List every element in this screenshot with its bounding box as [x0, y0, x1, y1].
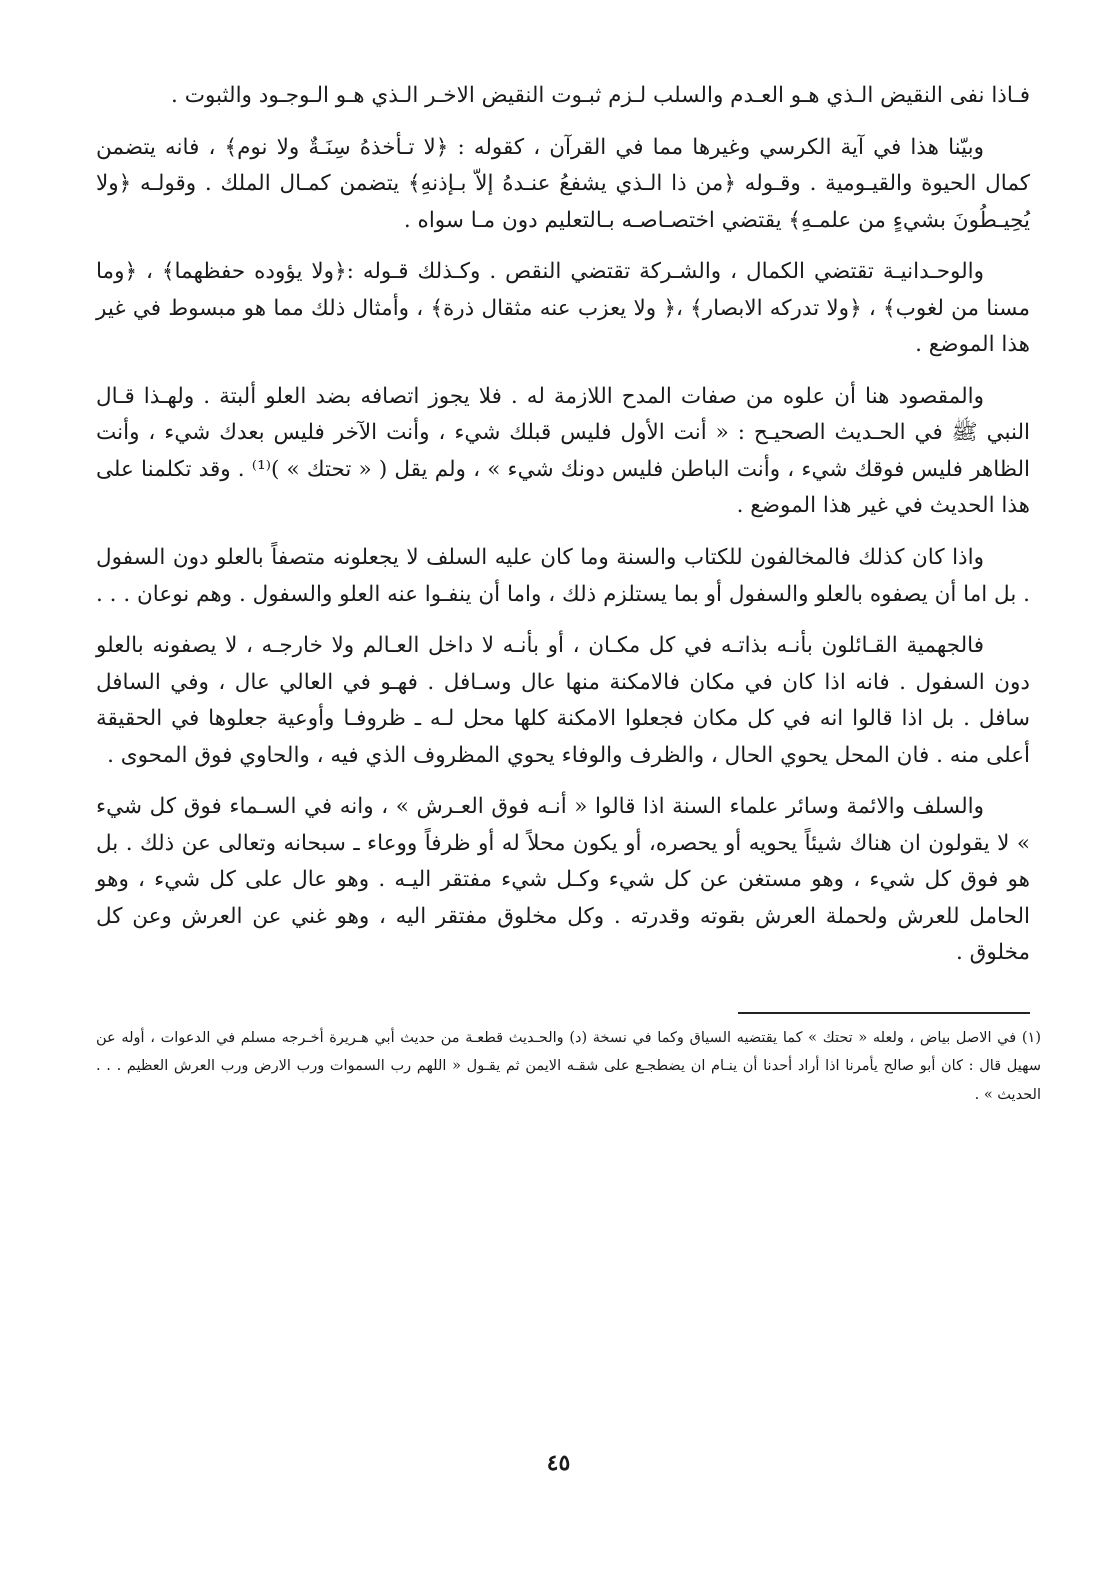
paragraph-4: والمقصود هنا أن علوه من صفات المدح اللازمة له . فلا يجوز اتصافه بضد العلو ألبتة . ولهـذا قـال النبي ﷺ في الحـديث الصحيـح : « أنت الأول فليس قبلك شيء ، وأنت الآخر فليس بعدك شيء ، وأنت الظاهر فليس فوقك شيء ، وأنت الباطن فليس دونك شيء » ، ولم يقل ( « تحتك » )⁽¹⁾ . وقد تكلمنا على هذا الحديث في غير هذا الموضع .	[96, 383, 1030, 519]
main-text	[96, 78, 1030, 987]
page-number: ٤٥	[546, 1450, 571, 1476]
footnote-divider	[738, 1012, 1030, 1014]
paragraph-5: واذا كان كذلك فالمخالفون للكتاب والسنة وما كان عليه السلف لا يجعلونه متصفاً بالعلو دون السفول . بل اما أن يصفوه بالعلو والسفول أو بما يستلزم ذلك ، واما أن ينفـوا عنه العلو والسفول . وهم نوعان . . .	[96, 545, 1030, 607]
paragraph-6: فالجهمية القـائلون بأنـه بذاتـه في كل مكـان ، أو بأنـه لا داخل العـالم ولا خارجـه ، لا يصفونه بالعلو دون السفول . فانه اذا كان في مكان فالامكنة منها عال وسـافل . فهـو في العالي عال ، وفي السافل سافل . بل اذا قالوا انه في كل مكان فجعلوا الامكنة كلها محل لـه ـ ظروفـا وأوعية جعلوها في الحقيقة أعلى منه . فان المحل يحوي الحال ، والظرف والوفاء يحوي المظروف الذي فيه ، والحاوي فوق المحوى .	[96, 633, 1030, 768]
paragraph-1: فـاذا نفى النقيض الـذي هـو العـدم والسلب لـزم ثبـوت النقيض الاخـر الـذي هـو الـوجـود والثبوت .	[171, 83, 1030, 108]
footnote-1: (١) في الاصل بياض ، ولعله « تحتك » كما يقتضيه السياق وكما في نسخة (د) والحـديث قطعـة من حديث أبي هـريرة أخـرجه مسلم في الدعوات ، أوله عن سهيل قال : كان أبو صالح يأمرنا اذا أراد أحدنا أن ينـام ان يضطجـع على شقـه الايمن ثم يقـول « اللهم رب السموات ورب الارض ورب العرش العظيم . . . الحديث » .	[96, 1030, 1041, 1103]
paragraph-2: وبيّنا هذا في آية الكرسي وغيرها مما في القرآن ، كقوله : ﴿لا تـأخذهُ سِنَـةٌ ولا نوم﴾ ، فانه يتضمن كمال الحيوة والقيـومية . وقـوله ﴿من ذا الـذي يشفعُ عنـدهُ إلاّ بـإذنهِ﴾ يتضمن كمـال الملك . وقولـه ﴿ولا يُحِيـطُونَ بشيءٍ من علمـهِ﴾ يقتضي اختصـاصـه بـالتعليم دون مـا سواه .	[96, 134, 1030, 233]
footnotes	[96, 1024, 1041, 1109]
paragraph-3: والوحـدانيـة تقتضي الكمال ، والشـركة تقتضي النقص . وكـذلك قـوله :﴿ولا يؤوده حفظهما﴾ ، ﴿وما مسنا من لغوب﴾ ، ﴿ولا تدركه الابصار﴾ ،﴿ ولا يعزب عنه مثقال ذرة﴾ ، وأمثال ذلك مما هو مبسوط في غير هذا الموضع .	[96, 259, 1030, 358]
paragraph-7: والسلف والائمة وسائر علماء السنة اذا قالوا « أنـه فوق العـرش » ، وانه في السـماء فوق كل شيء » لا يقولون ان هناك شيئاً يحويه أو يحصره، أو يكون محلاً له أو ظرفاً ووعاء ـ سبحانه وتعالى عن ذلك . بل هو فوق كل شيء ، وهو مستغن عن كل شيء وكـل شيء مفتقر اليـه . وهو عال على كل شيء ، وهو الحامل للعرش ولحملة العرش بقوته وقدرته . وكل مخلوق مفتقر اليه ، وهو غني عن العرش وعن كل مخلوق .	[96, 794, 1030, 966]
